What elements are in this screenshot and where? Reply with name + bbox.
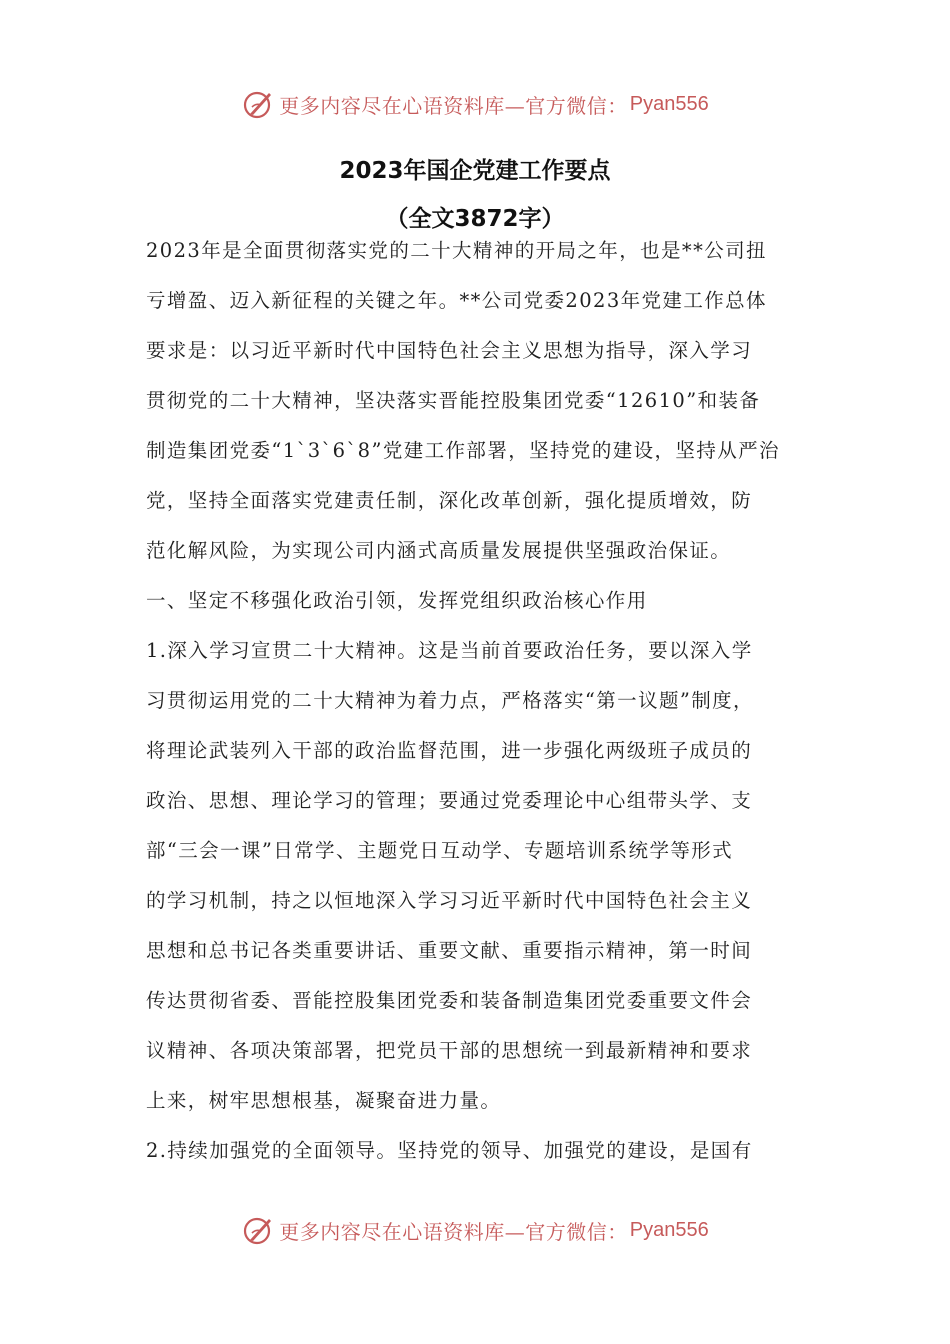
text-line: 亏增盈、迈入新征程的关键之年。**公司党委2023年党建工作总体 xyxy=(146,289,767,312)
watermark-text: 更多内容尽在心语资料库—官方微信： xyxy=(279,1219,628,1244)
text-line: 2.持续加强党的全面领导。坚持党的领导、加强党的建设，是国有 xyxy=(146,1139,753,1162)
text-line: 上来，树牢思想根基，凝聚奋进力量。 xyxy=(146,1089,502,1112)
text-line: 范化解风险，为实现公司内涵式高质量发展提供坚强政治保证。 xyxy=(146,539,732,562)
text-line: 政治、思想、理论学习的管理；要通过党委理论中心组带头学、支 xyxy=(146,789,753,812)
text-line: 要求是：以习近平新时代中国特色社会主义思想为指导，深入学习 xyxy=(146,339,753,362)
quill-pen-icon xyxy=(241,87,275,121)
text-line: 贯彻党的二十大精神，坚决落实晋能控股集团党委“12610”和装备 xyxy=(146,389,761,412)
text-line: 传达贯彻省委、晋能控股集团党委和装备制造集团党委重要文件会 xyxy=(146,989,753,1012)
text-line: 思想和总书记各类重要讲话、重要文献、重要指示精神，第一时间 xyxy=(146,939,753,962)
document-title: 2023年国企党建工作要点 xyxy=(339,158,611,184)
text-line: 习贯彻运用党的二十大精神为着力点，严格落实“第一议题”制度， xyxy=(146,689,754,712)
text-line: 部“三会一课”日常学、主题党日互动学、专题培训系统学等形式 xyxy=(146,839,734,862)
text-line: 党，坚持全面落实党建责任制，深化改革创新，强化提质增效，防 xyxy=(146,489,753,512)
document-body xyxy=(146,226,814,1176)
watermark-banner-top xyxy=(0,84,950,124)
text-line: 1.深入学习宣贯二十大精神。这是当前首要政治任务，要以深入学 xyxy=(146,639,753,662)
document-subtitle: （全文3872字） xyxy=(385,206,565,232)
text-line: 的学习机制，持之以恒地深入学习习近平新时代中国特色社会主义 xyxy=(146,889,753,912)
text-line: 制造集团党委“1`3`6`8”党建工作部署，坚持党的建设，坚持从严治 xyxy=(146,439,780,462)
quill-pen-icon xyxy=(241,1213,275,1247)
watermark-banner-bottom xyxy=(0,1210,950,1250)
text-line: 将理论武装列入干部的政治监督范围，进一步强化两级班子成员的 xyxy=(146,739,753,762)
section-heading: 一、坚定不移强化政治引领，发挥党组织政治核心作用 xyxy=(146,589,648,612)
text-line: 2023年是全面贯彻落实党的二十大精神的开局之年，也是**公司扭 xyxy=(146,239,767,262)
watermark-wechat-id: Pyan556 xyxy=(629,1218,709,1241)
watermark-text: 更多内容尽在心语资料库—官方微信： xyxy=(279,93,628,118)
watermark-wechat-id: Pyan556 xyxy=(629,92,709,115)
text-line: 议精神、各项决策部署，把党员干部的思想统一到最新精神和要求 xyxy=(146,1039,753,1062)
